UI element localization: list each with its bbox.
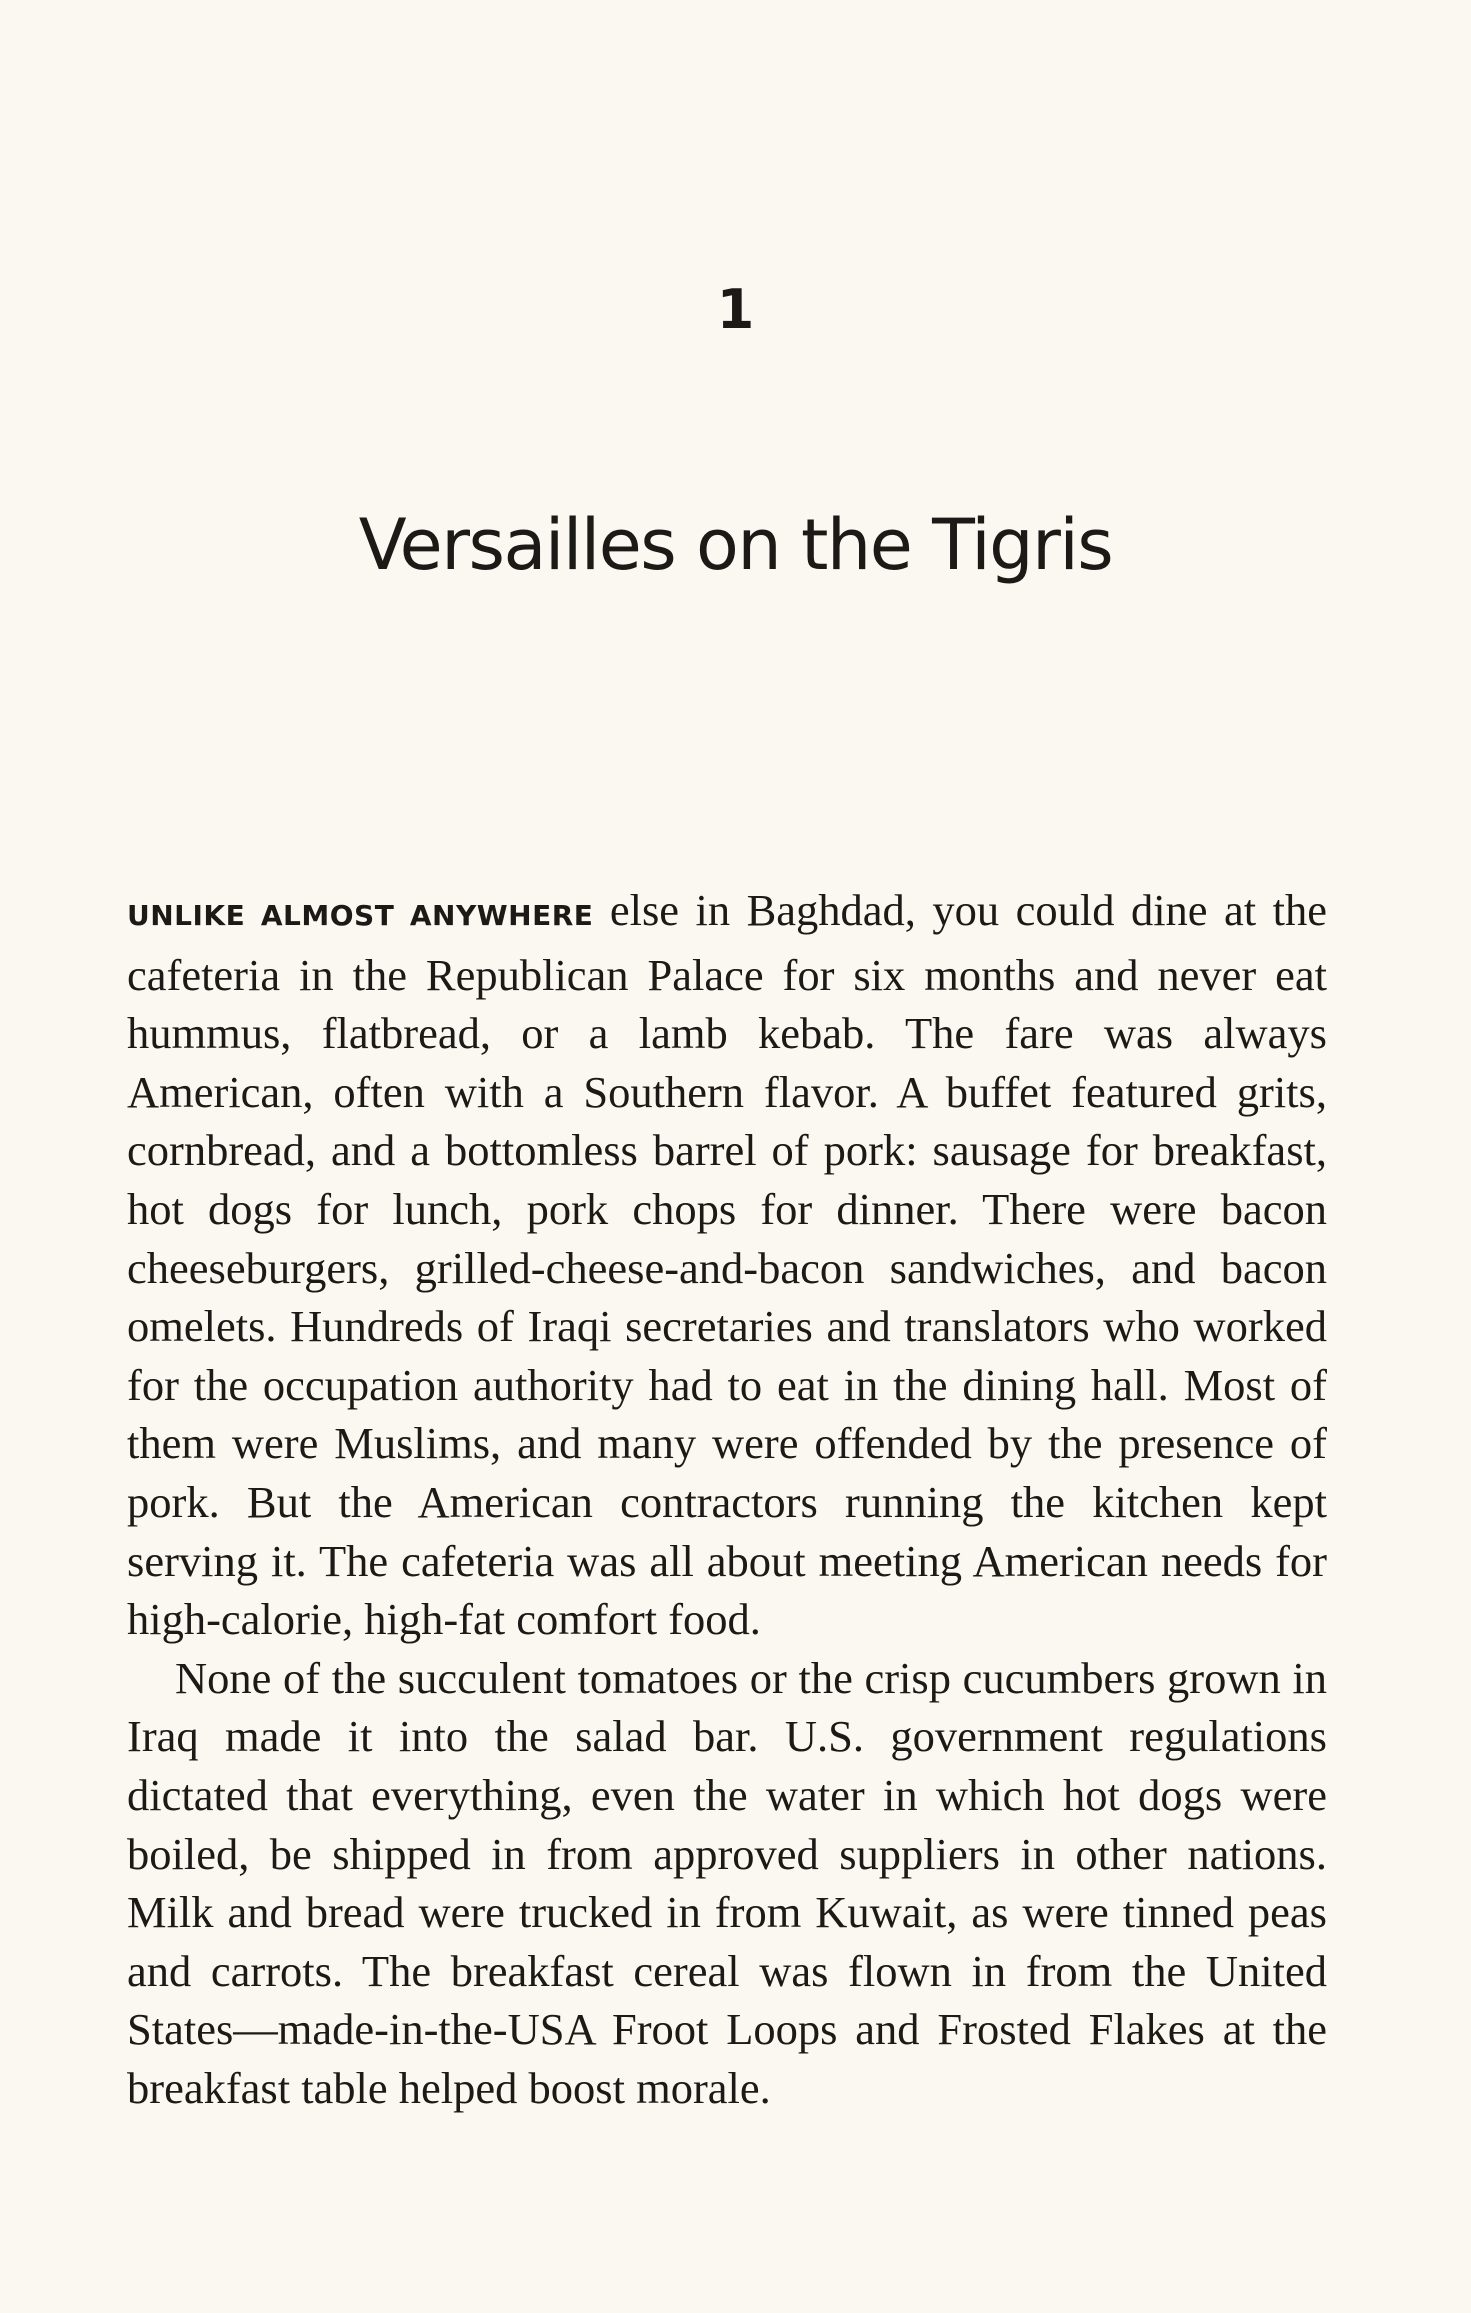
lead-in-small-caps: UNLIKE ALMOST ANYWHERE — [127, 899, 594, 932]
chapter-number: 1 — [716, 278, 755, 341]
chapter-body — [127, 881, 1327, 2117]
paragraph-1-text: else in Baghdad, you could dine at the cafeteria in the Republican Palace for six months and never eat hummus, flatbread, or a lamb kebab. The fare was always American, often with a Southern flavor. A buffet featured grits, cornbread, and a bottomless barrel of pork: sausage for breakfast, hot dogs for lunch, pork chops for dinner. There were bacon cheeseburgers, grilled-cheese-and-bacon sandwiches, and bacon omelets. Hundreds of Iraqi secretaries and translators who worked for the occupation authority had to eat in the dining hall. Most of them were Muslims, and many were offended by the presence of pork. But the American contractors running the kitchen kept serving it. The cafeteria was all about meeting American needs for high-calorie, high-fat comfort food. — [127, 885, 1327, 1645]
body-paragraph-1 — [127, 881, 1327, 1649]
chapter-title: Versailles on the Tigris — [358, 504, 1113, 586]
body-paragraph-2: None of the succulent tomatoes or the crisp cucumbers grown in Iraq made it into the salad bar. U.S. government regulations dictated that everything, even the water in which hot dogs were boiled, be shipped in from approved suppliers in other nations. Milk and bread were trucked in from Kuwait, as were tinned peas and carrots. The breakfast cereal was flown in from the United States—made-in-the-USA Froot Loops and Frosted Flakes at the breakfast table helped boost morale. — [127, 1652, 1327, 2113]
